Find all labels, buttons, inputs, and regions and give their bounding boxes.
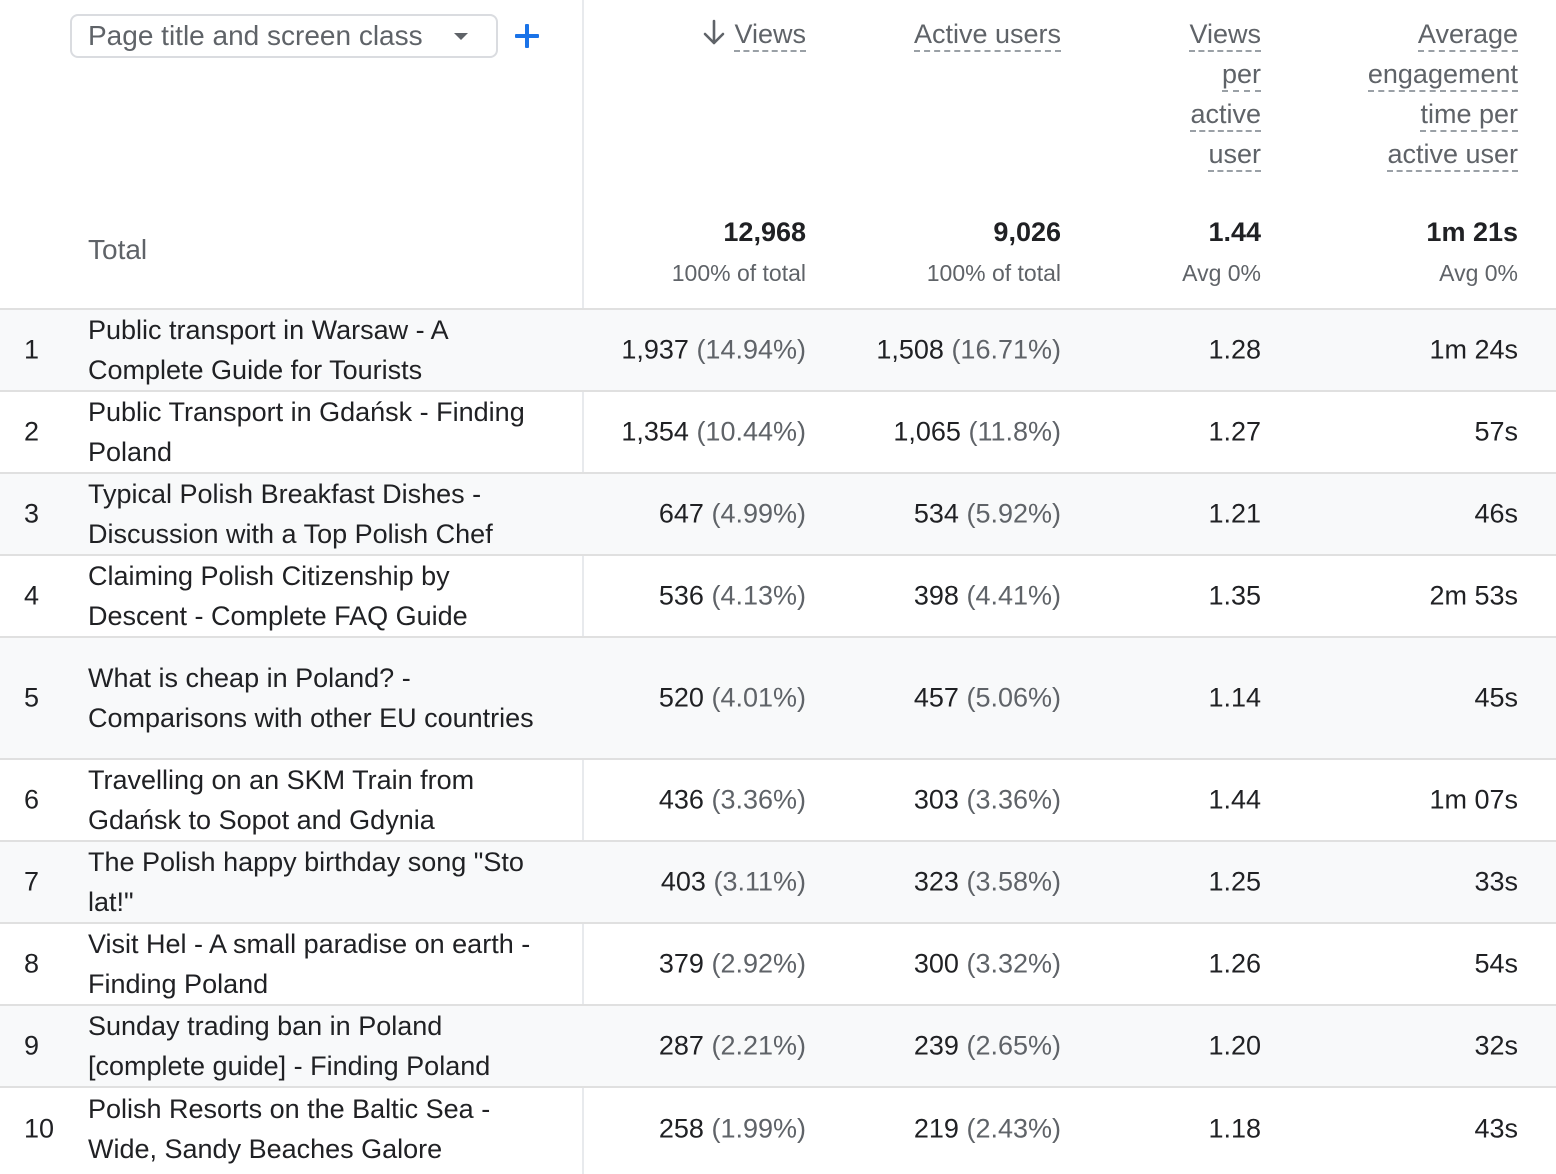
users-total-value: 9,026 xyxy=(993,217,1061,247)
vpu-total-sub: Avg 0% xyxy=(1182,260,1261,286)
views-percent: (3.11%) xyxy=(713,866,806,897)
views-percent: (1.99%) xyxy=(711,1113,806,1144)
users-value: 534 xyxy=(913,498,959,529)
vpu-cell: 1.28 xyxy=(1208,334,1261,365)
users-cell xyxy=(914,949,1061,980)
views-cell xyxy=(659,1114,806,1145)
row-index: 9 xyxy=(24,1030,40,1061)
views-value: 1,937 xyxy=(621,334,689,365)
row-index: 1 xyxy=(24,334,40,365)
users-percent: (3.36%) xyxy=(966,784,1061,815)
views-per-user-label-4: user xyxy=(1208,139,1261,172)
avg-engagement-header[interactable] xyxy=(1368,14,1518,174)
views-cell xyxy=(659,1031,806,1062)
users-cell xyxy=(914,581,1061,612)
users-cell xyxy=(914,683,1061,714)
plus-icon xyxy=(515,24,539,48)
avg-engagement-label-4: active user xyxy=(1387,139,1518,172)
row-index: 4 xyxy=(24,580,40,611)
row-index: 6 xyxy=(24,784,40,815)
avg-engagement-label-1: Average xyxy=(1418,19,1518,52)
engagement-total-value: 1m 21s xyxy=(1426,217,1518,247)
table-row xyxy=(0,310,1556,392)
engagement-cell: 1m 24s xyxy=(1429,334,1518,365)
users-value: 457 xyxy=(913,682,959,713)
table-row xyxy=(0,842,1556,924)
page-title-link[interactable]: Visit Hel - A small paradise on earth - Finding Poland xyxy=(88,929,531,999)
views-percent: (10.44%) xyxy=(696,416,806,447)
users-cell xyxy=(914,1031,1061,1062)
users-total xyxy=(927,214,1061,296)
page-title-link[interactable]: Public Transport in Gdańsk - Finding Poland xyxy=(88,397,525,467)
views-cell xyxy=(659,683,806,714)
users-value: 239 xyxy=(913,1030,959,1061)
views-percent: (4.13%) xyxy=(711,580,806,611)
page-title-link[interactable]: Travelling on an SKM Train from Gdańsk to Sopot and Gdynia xyxy=(88,765,475,835)
views-total xyxy=(672,214,806,296)
views-percent: (4.01%) xyxy=(711,682,806,713)
users-cell xyxy=(893,417,1061,448)
vpu-cell: 1.20 xyxy=(1208,1030,1261,1061)
row-index: 3 xyxy=(24,498,40,529)
views-value: 379 xyxy=(658,948,704,979)
views-percent: (4.99%) xyxy=(711,498,806,529)
users-total-sub: 100% of total xyxy=(926,260,1061,286)
views-cell xyxy=(621,417,806,448)
sort-descending-icon xyxy=(702,19,726,47)
vpu-cell: 1.35 xyxy=(1208,580,1261,611)
engagement-cell: 2m 53s xyxy=(1429,580,1518,611)
table-row xyxy=(0,1088,1556,1170)
engagement-cell: 45s xyxy=(1474,682,1518,713)
engagement-cell: 43s xyxy=(1474,1113,1518,1144)
users-percent: (2.65%) xyxy=(966,1030,1061,1061)
views-value: 1,354 xyxy=(621,416,689,447)
users-percent: (5.92%) xyxy=(966,498,1061,529)
users-percent: (11.8%) xyxy=(968,416,1061,447)
views-percent: (2.21%) xyxy=(711,1030,806,1061)
vpu-cell: 1.18 xyxy=(1208,1113,1261,1144)
page-title-link[interactable]: Typical Polish Breakfast Dishes - Discussion with a Top Polish Chef xyxy=(88,479,493,549)
users-cell xyxy=(914,499,1061,530)
table-row xyxy=(0,1006,1556,1088)
views-header[interactable] xyxy=(702,14,806,54)
engagement-cell: 46s xyxy=(1474,498,1518,529)
users-percent: (2.43%) xyxy=(966,1113,1061,1144)
vpu-total-value: 1.44 xyxy=(1208,217,1261,247)
row-index: 5 xyxy=(24,682,40,713)
views-percent: (3.36%) xyxy=(711,784,806,815)
views-total-value: 12,968 xyxy=(723,217,806,247)
users-percent: (4.41%) xyxy=(966,580,1061,611)
engagement-cell: 33s xyxy=(1474,866,1518,897)
users-cell xyxy=(876,335,1061,366)
table-row xyxy=(0,556,1556,638)
engagement-cell: 1m 07s xyxy=(1429,784,1518,815)
vpu-cell: 1.26 xyxy=(1208,948,1261,979)
page-title-link[interactable]: The Polish happy birthday song "Sto lat!" xyxy=(88,847,524,917)
page-title-link[interactable]: Sunday trading ban in Poland [complete guide] - Finding Poland xyxy=(88,1011,491,1081)
avg-engagement-label-2: engagement xyxy=(1368,59,1518,92)
page-title-link[interactable]: Claiming Polish Citizenship by Descent - Complete FAQ Guide xyxy=(88,561,468,631)
views-cell xyxy=(659,785,806,816)
users-value: 1,508 xyxy=(876,334,944,365)
views-per-user-label-3: active xyxy=(1190,99,1261,132)
views-per-user-header[interactable] xyxy=(1189,14,1261,174)
vpu-total xyxy=(1182,214,1261,296)
users-value: 300 xyxy=(913,948,959,979)
views-per-user-label-2: per xyxy=(1222,59,1261,92)
views-value: 403 xyxy=(660,866,706,897)
users-value: 1,065 xyxy=(893,416,961,447)
active-users-header[interactable] xyxy=(914,14,1061,54)
views-value: 258 xyxy=(658,1113,704,1144)
views-header-label: Views xyxy=(734,19,806,52)
views-per-user-label-1: Views xyxy=(1189,19,1261,52)
views-cell xyxy=(661,867,806,898)
row-index: 10 xyxy=(24,1113,55,1144)
table-row xyxy=(0,392,1556,474)
views-total-sub: 100% of total xyxy=(671,260,806,286)
dropdown-caret-icon xyxy=(454,33,468,40)
views-value: 536 xyxy=(658,580,704,611)
row-index: 2 xyxy=(24,416,40,447)
engagement-total xyxy=(1426,214,1518,296)
row-index: 7 xyxy=(24,866,40,897)
page-title-link[interactable]: Public transport in Warsaw - A Complete Guide for Tourists xyxy=(88,315,448,385)
engagement-cell: 32s xyxy=(1474,1030,1518,1061)
views-percent: (2.92%) xyxy=(711,948,806,979)
table-header xyxy=(0,0,1556,310)
engagement-cell: 57s xyxy=(1474,416,1518,447)
table-row xyxy=(0,638,1556,760)
table-row xyxy=(0,924,1556,1006)
vpu-cell: 1.14 xyxy=(1208,682,1261,713)
views-cell xyxy=(659,581,806,612)
engagement-total-sub: Avg 0% xyxy=(1439,260,1518,286)
avg-engagement-label-3: time per xyxy=(1420,99,1518,132)
users-value: 323 xyxy=(913,866,959,897)
users-cell xyxy=(914,1114,1061,1145)
users-percent: (5.06%) xyxy=(966,682,1061,713)
views-percent: (14.94%) xyxy=(696,334,806,365)
vpu-cell: 1.44 xyxy=(1208,784,1261,815)
users-percent: (3.58%) xyxy=(966,866,1061,897)
dimension-select[interactable] xyxy=(70,14,498,58)
views-value: 436 xyxy=(658,784,704,815)
vpu-cell: 1.21 xyxy=(1208,498,1261,529)
views-cell xyxy=(621,335,806,366)
page-title-link[interactable]: Polish Resorts on the Baltic Sea - Wide, Sandy Beaches Galore xyxy=(88,1094,491,1164)
users-value: 398 xyxy=(913,580,959,611)
active-users-header-label: Active users xyxy=(914,19,1061,52)
views-cell xyxy=(659,499,806,530)
users-cell xyxy=(914,785,1061,816)
users-value: 219 xyxy=(913,1113,959,1144)
table-row xyxy=(0,760,1556,842)
add-dimension-button[interactable] xyxy=(508,12,546,60)
users-value: 303 xyxy=(913,784,959,815)
table-row xyxy=(0,474,1556,556)
engagement-cell: 54s xyxy=(1474,948,1518,979)
views-value: 647 xyxy=(658,498,704,529)
views-cell xyxy=(659,949,806,980)
vpu-cell: 1.27 xyxy=(1208,416,1261,447)
users-cell xyxy=(914,867,1061,898)
views-value: 520 xyxy=(658,682,704,713)
row-index: 8 xyxy=(24,948,40,979)
views-value: 287 xyxy=(658,1030,704,1061)
users-percent: (3.32%) xyxy=(966,948,1061,979)
page-title-link[interactable]: What is cheap in Poland? - Comparisons with other EU countries xyxy=(88,663,534,733)
users-percent: (16.71%) xyxy=(951,334,1061,365)
dimension-select-label: Page title and screen class xyxy=(88,20,423,51)
vpu-cell: 1.25 xyxy=(1208,866,1261,897)
total-label: Total xyxy=(88,234,148,265)
